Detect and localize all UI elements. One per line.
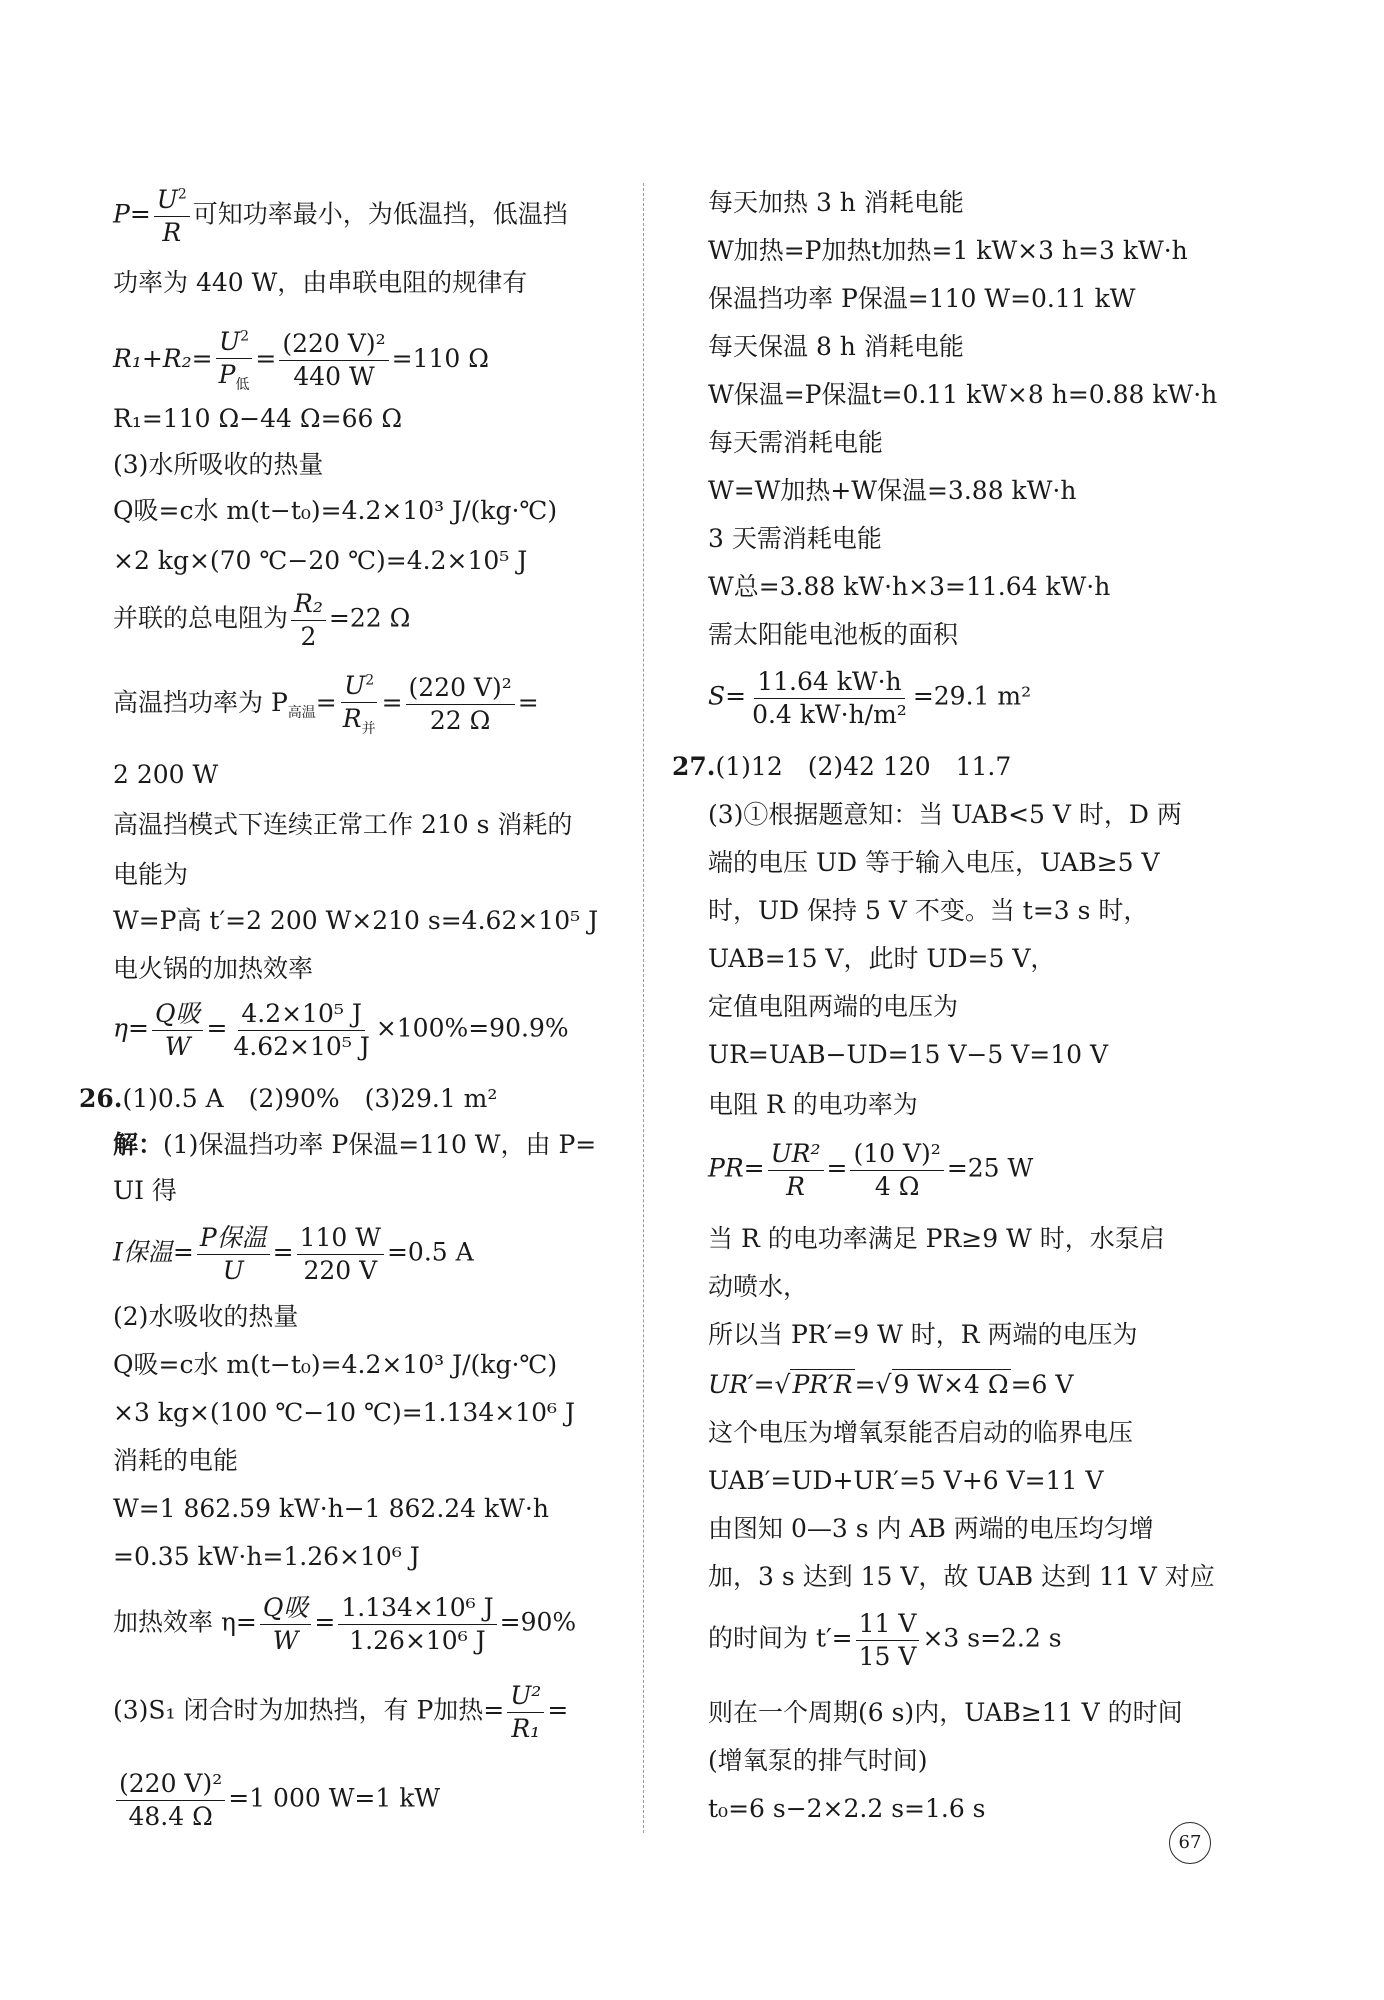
numerator: Q吸	[152, 1000, 204, 1031]
right-line-29	[708, 1610, 1062, 1670]
left-line-9	[113, 672, 539, 737]
fraction-q-over-w	[152, 1000, 204, 1060]
right-line-21: 当 R 的电功率满足 PR≥9 W 时，水泵启	[708, 1224, 1165, 1253]
symbol-p: P	[218, 359, 236, 389]
fraction-u2-over-r-parallel	[340, 672, 379, 737]
left-line-12: 电能为	[113, 860, 189, 889]
equals: =	[206, 1013, 228, 1043]
fraction-u2-over-r1	[507, 1682, 544, 1742]
page-number: 67	[1169, 1822, 1211, 1864]
text: 可知功率最小，为低温挡，低温挡	[192, 199, 568, 229]
result: =110 Ω	[391, 343, 489, 373]
right-line-5: W保温=P保温t=0.11 kW×8 h=0.88 kW·h	[708, 380, 1218, 409]
numerator: 1.134×10⁶ J	[338, 1594, 496, 1625]
equals: =	[129, 199, 151, 229]
right-line-13: (3)①根据题意知：当 UAB<5 V 时，D 两	[708, 800, 1182, 829]
right-line-30: 则在一个周期(6 s)内，UAB≥11 V 的时间	[708, 1698, 1183, 1727]
text: 高温挡功率为 P	[113, 687, 288, 717]
denominator: W	[272, 1625, 299, 1655]
symbol-u: U	[219, 327, 241, 356]
right-line-15: 时，UD 保持 5 V 不变。当 t=3 s 时，	[708, 896, 1149, 925]
right-line-14: 端的电压 UD 等于输入电压，UAB≥5 V	[708, 848, 1160, 877]
left-line-10: 2 200 W	[113, 760, 219, 789]
numerator: U²	[507, 1682, 544, 1713]
result: =0.5 A	[386, 1237, 474, 1267]
column-divider	[643, 183, 644, 1833]
right-line-2: W加热=P加热t加热=1 kW×3 h=3 kW·h	[708, 236, 1188, 265]
left-line-28	[113, 1770, 440, 1830]
subscript: 并	[361, 720, 376, 737]
formula-lhs: UR′=√	[708, 1370, 791, 1399]
fraction-u2-over-r	[154, 186, 190, 246]
equals: =	[517, 687, 539, 717]
symbol-r: R	[162, 217, 182, 247]
right-line-1: 每天加热 3 h 消耗电能	[708, 188, 964, 217]
right-line-16: UAB=15 V，此时 UD=5 V，	[708, 944, 1056, 973]
superscript: 2	[177, 186, 187, 203]
result: =90%	[499, 1607, 577, 1637]
equals: =	[272, 1237, 294, 1267]
fraction-heat-over-energy	[338, 1594, 496, 1654]
result: ×100%=90.9%	[375, 1013, 569, 1043]
answer-text: (1)12 (2)42 120 11.7	[715, 752, 1012, 781]
text: (1)保温挡功率 P保温=110 W，由 P=	[163, 1130, 597, 1159]
left-line-18: UI 得	[113, 1176, 177, 1205]
left-line-22: ×3 kg×(100 ℃−10 ℃)=1.134×10⁶ J	[113, 1398, 575, 1427]
left-line-4: R₁=110 Ω−44 Ω=66 Ω	[113, 404, 403, 433]
left-line-2: 功率为 440 W，由串联电阻的规律有	[113, 268, 528, 297]
formula-lhs: R₁+R₂=	[113, 343, 213, 373]
formula-lhs: S=	[708, 681, 747, 711]
right-line-28: 加，3 s 达到 15 V，故 UAB 达到 11 V 对应	[708, 1562, 1215, 1591]
denominator: 4.62×10⁵ J	[233, 1031, 370, 1061]
fraction-220v-over-48ohm	[116, 1770, 225, 1830]
formula-lhs: PR=	[708, 1153, 765, 1183]
question-number: 26.	[79, 1084, 123, 1113]
symbol-u: U	[344, 671, 366, 700]
left-line-14: 电火锅的加热效率	[113, 954, 314, 983]
fraction-r2-over-2	[291, 590, 326, 650]
right-line-19: 电阻 R 的电功率为	[708, 1090, 918, 1119]
right-line-24	[708, 1370, 1073, 1400]
numerator: (220 V)²	[406, 674, 515, 705]
right-line-27: 由图知 0—3 s 内 AB 两端的电压均匀增	[708, 1514, 1154, 1543]
left-line-17	[113, 1130, 596, 1160]
fraction-heat-over-energy	[230, 1000, 372, 1060]
text: 加热效率 η=	[113, 1607, 257, 1637]
equals-root: =√	[854, 1370, 892, 1399]
left-line-11: 高温挡模式下连续正常工作 210 s 消耗的	[113, 810, 573, 839]
right-line-18: UR=UAB−UD=15 V−5 V=10 V	[708, 1040, 1108, 1069]
fraction-220v-over-440w	[279, 330, 388, 390]
superscript: 2	[365, 672, 375, 689]
fraction-ur2-over-r	[768, 1140, 824, 1200]
denominator: 22 Ω	[429, 705, 491, 735]
numerator: 4.2×10⁵ J	[238, 1000, 365, 1031]
denominator: 48.4 Ω	[128, 1801, 213, 1831]
fraction-energy-over-rate	[749, 668, 910, 728]
right-line-25: 这个电压为增氧泵能否启动的临界电压	[708, 1418, 1134, 1447]
right-line-3: 保温挡功率 P保温=110 W=0.11 kW	[708, 284, 1136, 313]
denominator: U	[222, 1255, 244, 1285]
numerator: (10 V)²	[850, 1140, 943, 1171]
numerator: (220 V)²	[279, 330, 388, 361]
denominator: 15 V	[858, 1641, 917, 1671]
symbol-r: R	[342, 703, 362, 733]
denominator: W	[164, 1031, 191, 1061]
text: 并联的总电阻为	[113, 603, 289, 633]
numerator: (220 V)²	[116, 1770, 225, 1801]
text: 的时间为 t′=	[708, 1623, 853, 1653]
radicand: 9 W×4 Ω	[893, 1370, 1009, 1399]
numerator: 11.64 kW·h	[754, 668, 904, 699]
left-line-13: W=P高 t′=2 200 W×210 s=4.62×10⁵ J	[113, 906, 599, 935]
denominator: R	[786, 1171, 805, 1201]
denominator: 0.4 kW·h/m²	[752, 699, 907, 729]
equals: =	[255, 343, 277, 373]
subscript: 低	[235, 376, 250, 393]
right-line-20	[708, 1140, 1033, 1200]
denominator: 1.26×10⁶ J	[349, 1625, 486, 1655]
left-line-8	[113, 590, 410, 650]
denominator: R₁	[511, 1713, 541, 1743]
right-line-11	[708, 668, 1031, 728]
denominator: 4 Ω	[874, 1171, 920, 1201]
right-line-7: W=W加热+W保温=3.88 kW·h	[708, 476, 1077, 505]
fraction-10v-over-4ohm	[850, 1140, 943, 1200]
numerator: Q吸	[260, 1594, 312, 1625]
numerator: 110 W	[297, 1224, 384, 1255]
result: =6 V	[1010, 1370, 1074, 1399]
left-line-24: W=1 862.59 kW·h−1 862.24 kW·h	[113, 1494, 549, 1523]
right-line-6: 每天需消耗电能	[708, 428, 884, 457]
result: =22 Ω	[328, 603, 411, 633]
right-line-8: 3 天需消耗电能	[708, 524, 882, 553]
left-line-25: =0.35 kW·h=1.26×10⁶ J	[113, 1542, 420, 1571]
formula-lhs: I保温=	[113, 1237, 194, 1267]
result: =1 000 W=1 kW	[228, 1783, 441, 1813]
denominator: 220 V	[303, 1255, 378, 1285]
fraction-110w-over-220v	[297, 1224, 384, 1284]
denominator: 440 W	[293, 361, 375, 391]
fraction-q-over-w	[260, 1594, 312, 1654]
subscript: 高温	[287, 704, 316, 721]
result: =25 W	[946, 1153, 1034, 1183]
left-line-19	[113, 1224, 474, 1284]
fraction-220v-over-22ohm	[406, 674, 515, 734]
equals: =	[547, 1695, 569, 1725]
fraction-p-over-u	[197, 1224, 270, 1284]
symbol-p: P	[113, 199, 130, 229]
result: ×3 s=2.2 s	[922, 1623, 1062, 1653]
right-line-26: UAB′=UD+UR′=5 V+6 V=11 V	[708, 1466, 1104, 1495]
right-line-17: 定值电阻两端的电压为	[708, 992, 959, 1021]
left-line-5: (3)水所吸收的热量	[113, 450, 324, 479]
symbol-u: U	[156, 185, 178, 214]
left-line-7: ×2 kg×(70 ℃−20 ℃)=4.2×10⁵ J	[113, 546, 528, 575]
right-line-23: 所以当 PR′=9 W 时，R 两端的电压为	[708, 1320, 1138, 1349]
equals: =	[315, 687, 337, 717]
fraction-11v-over-15v	[856, 1610, 920, 1670]
numerator: 11 V	[856, 1610, 920, 1641]
equals: =	[381, 687, 403, 717]
left-line-27	[113, 1682, 568, 1742]
question-number: 27.	[672, 752, 716, 781]
right-line-9: W总=3.88 kW·h×3=11.64 kW·h	[708, 572, 1111, 601]
text: (3)S₁ 闭合时为加热挡，有 P加热=	[113, 1695, 505, 1725]
left-line-21: Q吸=c水 m(t−t₀)=4.2×10³ J/(kg·℃)	[113, 1350, 558, 1379]
left-line-3	[113, 328, 489, 393]
right-line-10: 需太阳能电池板的面积	[708, 620, 959, 649]
left-line-15	[113, 1000, 569, 1060]
equals: =	[314, 1607, 336, 1637]
left-line-20: (2)水吸收的热量	[113, 1302, 299, 1331]
fraction-u2-over-p-low	[216, 328, 253, 393]
right-line-31: (增氧泵的排气时间)	[708, 1746, 928, 1775]
question-26-answer	[79, 1084, 497, 1114]
right-line-4: 每天保温 8 h 消耗电能	[708, 332, 964, 361]
right-line-22: 动喷水，	[708, 1272, 809, 1301]
left-line-26	[113, 1594, 576, 1654]
numerator: UR²	[768, 1140, 824, 1171]
left-line-1	[113, 186, 568, 246]
left-line-6: Q吸=c水 m(t−t₀)=4.2×10³ J/(kg·℃)	[113, 496, 558, 525]
radicand: PR′R	[792, 1370, 853, 1399]
right-line-32: t₀=6 s−2×2.2 s=1.6 s	[708, 1794, 986, 1823]
numerator: R₂	[291, 590, 326, 621]
result: =29.1 m²	[912, 681, 1032, 711]
equals: =	[826, 1153, 848, 1183]
formula-lhs: η=	[113, 1013, 149, 1043]
superscript: 2	[240, 328, 249, 345]
denominator: 2	[300, 621, 317, 651]
solution-label: 解：	[113, 1130, 164, 1159]
answer-text: (1)0.5 A (2)90% (3)29.1 m²	[122, 1084, 498, 1113]
left-line-23: 消耗的电能	[113, 1446, 239, 1475]
numerator: P保温	[197, 1224, 270, 1255]
question-27-answer	[672, 752, 1011, 782]
